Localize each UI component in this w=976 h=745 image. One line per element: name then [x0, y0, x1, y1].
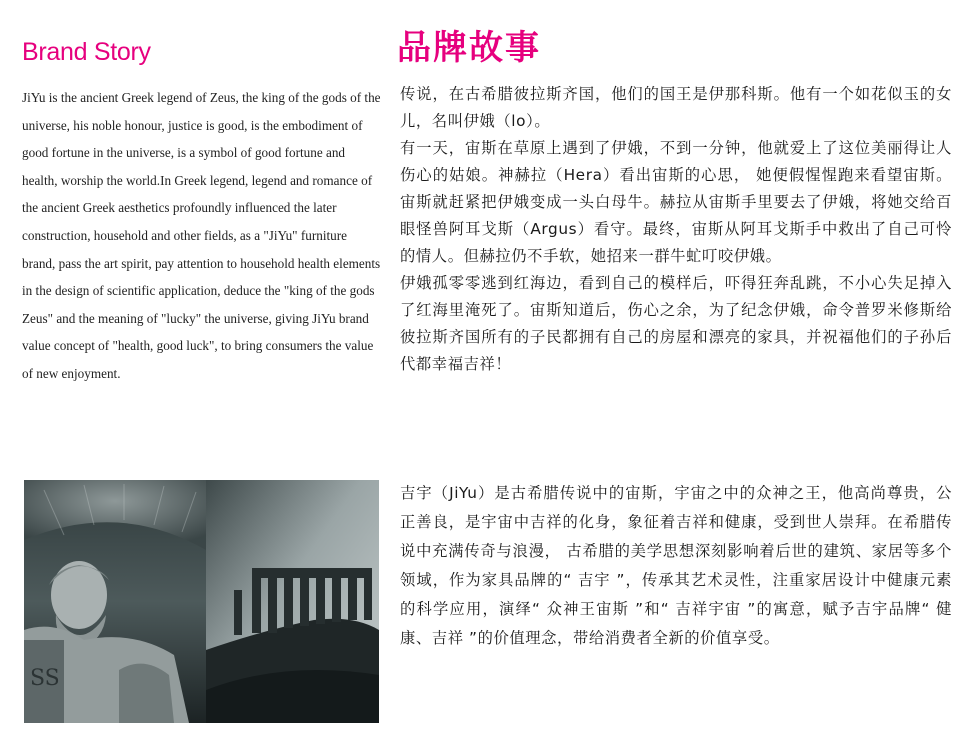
english-title: Brand Story	[22, 38, 151, 66]
brand-text-block	[400, 479, 952, 653]
english-body-text: JiYu is the ancient Greek legend of Zeus, the king of the gods of the universe, his noble honour, justice is good, is the embodiment of good fortune in the universe, is a symbol of good fortune and health, worship the world.In Greek legend, legend and romance of the ancient Greek aesthetics profoundly influenced the later construction, household and other fields, as a "JiYu" furniture brand, pass the art spirit, pay attention to household health elements in the design of scientific application, deduce the "king of the gods Zeus" and the meaning of "lucky" the universe, giving JiYu brand value concept of "health, good luck", to bring consumers the value of new enjoyment.	[22, 90, 381, 381]
svg-text:SS: SS	[30, 666, 60, 691]
brand-paragraph: 吉宇（JiYu）是古希腊传说中的宙斯，宇宙之中的众神之王，他高尚尊贵，公正善良，是宇宙中吉祥的化身，象征着吉祥和健康，受到世人崇拜。在希腊传说中充满传奇与浪漫， 古希腊的美学思想深刻影响着后世的建筑、家居等多个领域，作为家具品牌的“ 吉宇 ”，传承其艺术灵性，注重家居设计中健康元素的科学应用，演绎“ 众神王宙斯 ”和“ 吉祥宇宙 ”的寓意，赋予吉宇品牌“ 健康、吉祥 ”的价值理念，带给消费者全新的价值享受。	[400, 484, 952, 647]
legend-paragraph-3: 伊娥孤零零逃到红海边，看到自己的模样后，吓得狂奔乱跳，不小心失足掉入了红海里淹死了。宙斯知道后，伤心之余，为了纪念伊娥，命令普罗米修斯给彼拉斯齐国所有的子民都拥有自己的房屋和漂亮的家具，并祝福他们的子孙后代都幸福吉祥！	[400, 274, 952, 373]
legend-text-block	[400, 81, 952, 378]
legend-paragraph-1: 传说，在古希腊彼拉斯齐国，他们的国王是伊那科斯。他有一个如花似玉的女儿，名叫伊娥（lo）。	[400, 85, 952, 130]
greek-collage-image	[24, 480, 379, 723]
legend-paragraph-2: 有一天，宙斯在草原上遇到了伊娥，不到一分钟，他就爱上了这位美丽得让人伤心的姑娘。神赫拉（Hera）看出宙斯的心思， 她便假惺惺跑来看望宙斯。宙斯就赶紧把伊娥变成一头白母牛。赫拉从宙斯手里要去了伊娥，将她交给百眼怪兽阿耳戈斯（Argus）看守。最终，宙斯从阿耳戈斯手中救出了自己可怜的情人。但赫拉仍不手软，她招来一群牛虻叮咬伊娥。	[400, 139, 952, 265]
chinese-title: 品牌故事	[397, 28, 541, 68]
